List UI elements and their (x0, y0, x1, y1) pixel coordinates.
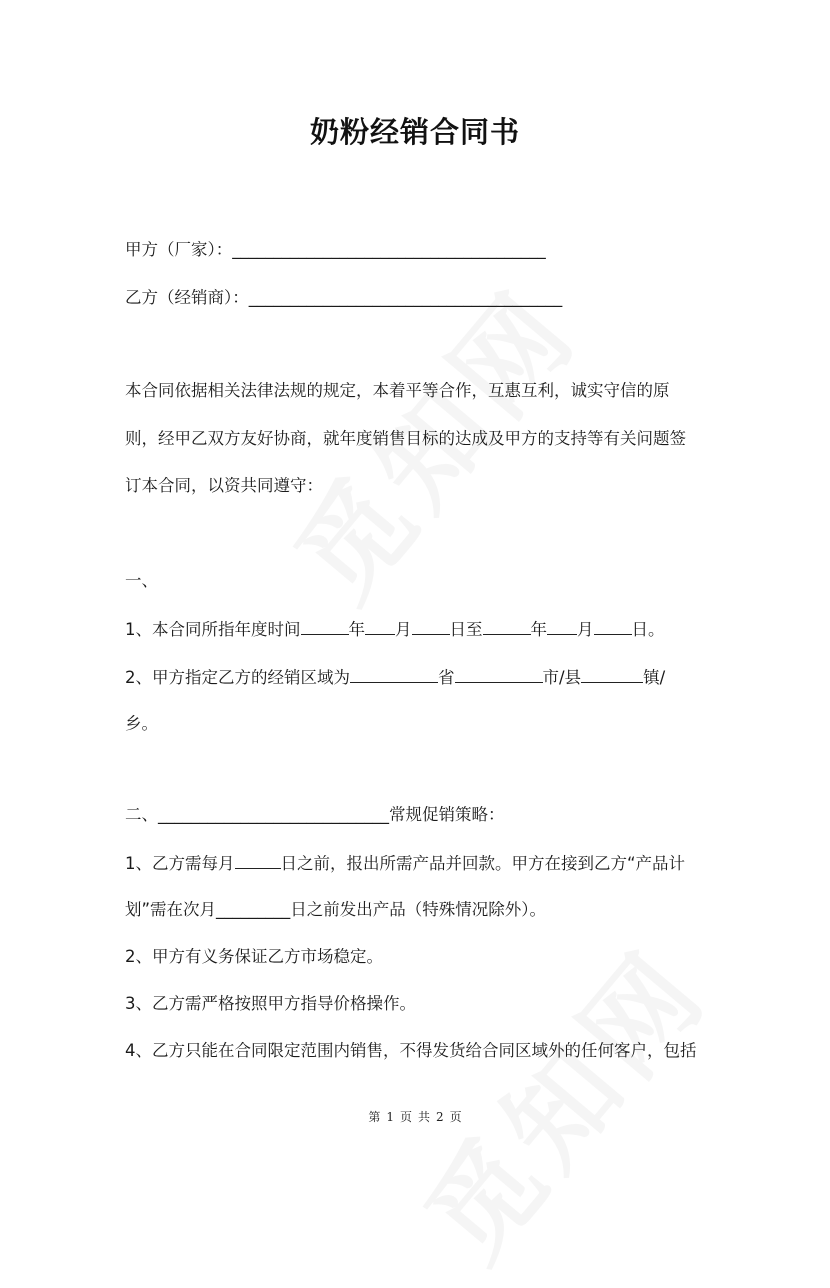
footer-text: 页 (449, 1110, 462, 1124)
blank-town (581, 666, 643, 683)
text: 日。 (631, 620, 665, 639)
text: 日之前，报出所需产品并回款。甲方在接到乙方“产品计 (280, 854, 686, 873)
section2-item2: 2、甲方有义务保证乙方市场稳定。 (125, 947, 383, 966)
text: 月 (395, 620, 412, 639)
blank-day (235, 852, 281, 869)
text: 年 (530, 620, 547, 639)
text: 日至 (449, 620, 483, 639)
party-b-line: 乙方（经销商）：______________________________________ (125, 288, 563, 307)
text: 1、本合同所指年度时间 (125, 620, 301, 639)
page-total: 2 (436, 1110, 444, 1124)
section2-item3: 3、乙方需严格按照甲方指导价格操作。 (125, 994, 416, 1013)
party-a-line: 甲方（厂家）：______________________________________ (125, 240, 546, 259)
text: 市/县 (542, 668, 582, 687)
blank-city (455, 666, 543, 683)
footer-text: 页 (399, 1110, 412, 1124)
section2-item4: 4、乙方只能在合同限定范围内销售，不得发货给合同区域外的任何客户，包括 (125, 1041, 697, 1060)
intro-line-3: 订本合同，以资共同遵守： (125, 476, 323, 495)
section2-item1-line1 (125, 852, 685, 874)
section2-item1-line2: 划”需在次月_________日之前发出产品（特殊情况除外）。 (125, 900, 547, 919)
page-footer (0, 1108, 830, 1125)
text: 月 (577, 620, 594, 639)
section1-item1 (125, 618, 665, 640)
watermark-bottom (384, 910, 736, 1287)
blank-year-start (301, 618, 349, 635)
text: 2、甲方指定乙方的经销区域为 (125, 668, 350, 687)
footer-text: 共 (418, 1110, 431, 1124)
blank-day-start (412, 618, 450, 635)
text: 年 (348, 620, 365, 639)
footer-text: 第 (368, 1110, 381, 1124)
text: 省 (438, 668, 455, 687)
blank-year-end (483, 618, 531, 635)
page-number: 1 (386, 1110, 394, 1124)
document-title: 奶粉经销合同书 (309, 115, 520, 149)
intro-line-2: 则，经甲乙双方友好协商，就年度销售目标的达成及甲方的支持等有关问题签 (125, 429, 686, 448)
section1-item2-cont: 乡。 (125, 714, 158, 733)
section1-item2 (125, 666, 665, 688)
text: 1、乙方需每月 (125, 854, 235, 873)
blank-province (350, 666, 438, 683)
section1-heading: 一、 (125, 571, 158, 590)
blank-month-end (547, 618, 577, 635)
section2-heading: 二、____________________________常规促销策略： (125, 805, 505, 824)
intro-line-1: 本合同依据相关法律法规的规定，本着平等合作，互惠互利，诚实守信的原 (125, 381, 670, 400)
blank-day-end (594, 618, 632, 635)
blank-month-start (365, 618, 395, 635)
text: 镇/ (643, 668, 666, 687)
